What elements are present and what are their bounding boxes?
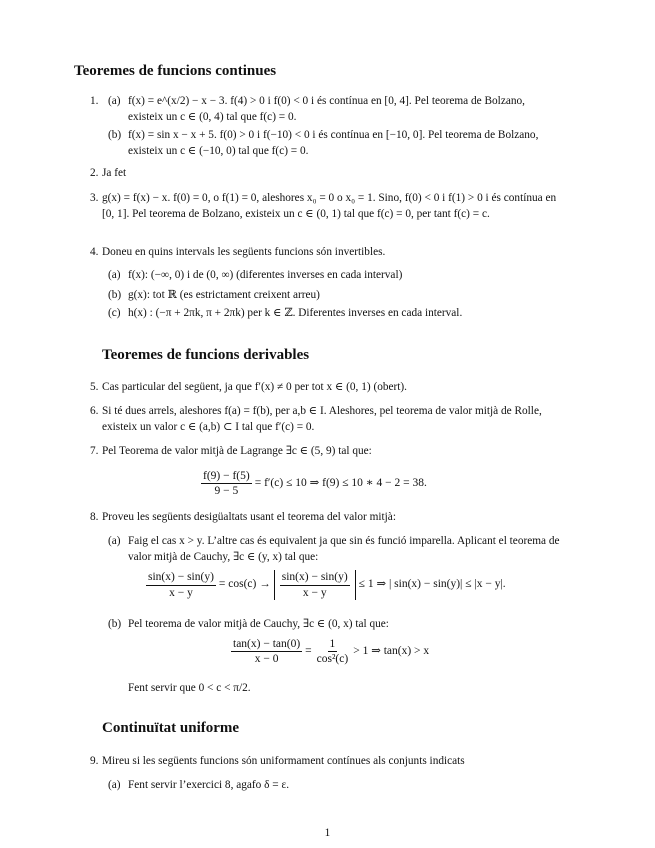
section-title-continuous: Teoremes de funcions continues (74, 63, 277, 79)
exercise-text: g(x): tot ℝ (es estrictament creixent arreu) (128, 289, 320, 301)
exercise-7 (90, 444, 560, 460)
exercise-number: 3. (90, 192, 99, 204)
exercise-text: Faig el cas x > y. L’altre cas és equivalent ja que sin és funció imparella. Aplicant el teorema de valor mitjà de Cauchy, ∃c ∈ (y, x) tal que: (128, 535, 560, 563)
exercise-9a (108, 778, 560, 794)
sub-label: (b) (108, 129, 122, 141)
exercise-number: 1. (90, 95, 99, 107)
exercise-number: 6. (90, 405, 99, 417)
sub-label: (a) (108, 269, 121, 281)
exercise-4b (108, 288, 560, 304)
denominator: x − y (169, 586, 193, 599)
fraction (231, 637, 302, 667)
equation-rest: > 1 ⇒ tan(x) > x (353, 644, 430, 657)
exercise-4a (108, 268, 560, 284)
exercise-5 (90, 380, 560, 396)
equation-7 (198, 469, 427, 499)
exercise-8b-note (128, 681, 560, 697)
exercise-text: f(x): (−∞, 0) i de (0, ∞) (diferentes inverses en cada interval) (128, 269, 403, 281)
denominator: x − y (302, 586, 327, 599)
equation-middle: = cos(c) → (218, 578, 271, 591)
numerator: 1 (328, 637, 338, 652)
exercise-8a (108, 534, 560, 565)
exercise-text: f(x) = sin x − x + 5. f(0) > 0 i f(−10) < 0 i és contínua en [−10, 0]. Pel teorema de Bolzano, existeix un c ∈ (−10, 0) tal que f(c) = 0. (128, 129, 539, 157)
exercise-8 (90, 510, 560, 526)
fraction (201, 469, 252, 499)
exercise-1b (108, 128, 560, 159)
page-number: 1 (324, 827, 331, 839)
exercise-text: Cas particular del següent, ja que f′(x) ≠ 0 per tot x ∈ (0, 1) (obert). (102, 381, 408, 393)
sub-label: (b) (108, 289, 122, 301)
numerator: sin(x) − sin(y) (280, 570, 350, 585)
exercise-1a (108, 94, 560, 125)
exercise-text: Fent servir que 0 < c < π/2. (128, 682, 251, 694)
sub-label: (c) (108, 307, 121, 319)
exercise-3 (90, 191, 560, 222)
exercise-9 (90, 754, 560, 770)
exercise-6 (90, 404, 560, 435)
exercise-text: Doneu en quins intervals les següents funcions són invertibles. (102, 246, 386, 258)
exercise-text: f(x) = e^(x/2) − x − 3. f(4) > 0 i f(0) < 0 i és contínua en [0, 4]. Pel teorema de Bolzano, existeix un c ∈ (0, 4) tal que f(c) = 0. (128, 95, 525, 123)
exercise-number: 8. (90, 511, 99, 523)
exercise-4 (90, 245, 560, 261)
denominator: 9 − 5 (214, 485, 239, 498)
exercise-number: 2. (90, 167, 99, 179)
equals-sign: = (305, 644, 312, 657)
equation-8a (143, 570, 506, 600)
absolute-value (274, 570, 356, 600)
denominator: x − 0 (254, 653, 279, 666)
numerator: sin(x) − sin(y) (146, 570, 216, 585)
equation-8b (228, 637, 429, 667)
exercise-8b (108, 617, 560, 633)
section-title-derivable: Teoremes de funcions derivables (102, 347, 310, 363)
exercise-text: g(x) = f(x) − x. f(0) = 0, o f(1) = 0, aleshores x₀ = 0 o x₀ = 1. Sino, f(0) < 0 i f(1) > 0 i és contínua en [0, 1]. Pel teorema de Bolzano, existeix un c ∈ (0, 1) tal que f(c) = 0, per tant f(c) = c. (102, 192, 557, 220)
exercise-number: 7. (90, 445, 99, 457)
numerator: tan(x) − tan(0) (231, 637, 302, 652)
sub-label: (a) (108, 779, 121, 791)
exercise-text: Mireu si les següents funcions són uniformament contínues als conjunts indicats (102, 755, 465, 767)
exercise-text: Fent servir l’exercici 8, agafo δ = ε. (128, 779, 290, 791)
exercise-text: Proveu les següents desigüaltats usant el teorema del valor mitjà: (102, 511, 396, 523)
exercise-number: 4. (90, 246, 99, 258)
fraction (315, 637, 351, 667)
exercise-4c (108, 306, 560, 322)
numerator: f(9) − f(5) (201, 469, 252, 484)
exercise-number: 5. (90, 381, 99, 393)
fraction (280, 570, 350, 600)
exercise-text: Pel Teorema de valor mitjà de Lagrange ∃c ∈ (5, 9) tal que: (102, 445, 372, 457)
exercise-2 (90, 166, 572, 182)
fraction (146, 570, 216, 600)
exercise-text: Si té dues arrels, aleshores f(a) = f(b), per a,b ∈ I. Aleshores, pel teorema de valor mitjà de Rolle, existeix un valor c ∈ (a,b) ⊂ I tal que f′(c) = 0. (102, 405, 542, 433)
equation-rest: = f′(c) ≤ 10 ⇒ f(9) ≤ 10 ∗ 4 − 2 = 38. (254, 476, 427, 489)
exercise-text: Ja fet (102, 167, 127, 179)
sub-label: (a) (108, 535, 121, 547)
exercise-text: h(x) : (−π + 2πk, π + 2πk) per k ∈ ℤ. Diferentes inverses en cada interval. (128, 307, 463, 319)
exercise-text: Pel teorema de valor mitjà de Cauchy, ∃c ∈ (0, x) tal que: (128, 618, 389, 630)
section-title-uniform: Continuïtat uniforme (102, 720, 240, 736)
sub-label: (a) (108, 95, 121, 107)
denominator: cos²(c) (316, 653, 349, 666)
equation-rest: ≤ 1 ⇒ | sin(x) − sin(y)| ≤ |x − y|. (358, 578, 506, 591)
exercise-number: 9. (90, 755, 99, 767)
sub-label: (b) (108, 618, 122, 630)
